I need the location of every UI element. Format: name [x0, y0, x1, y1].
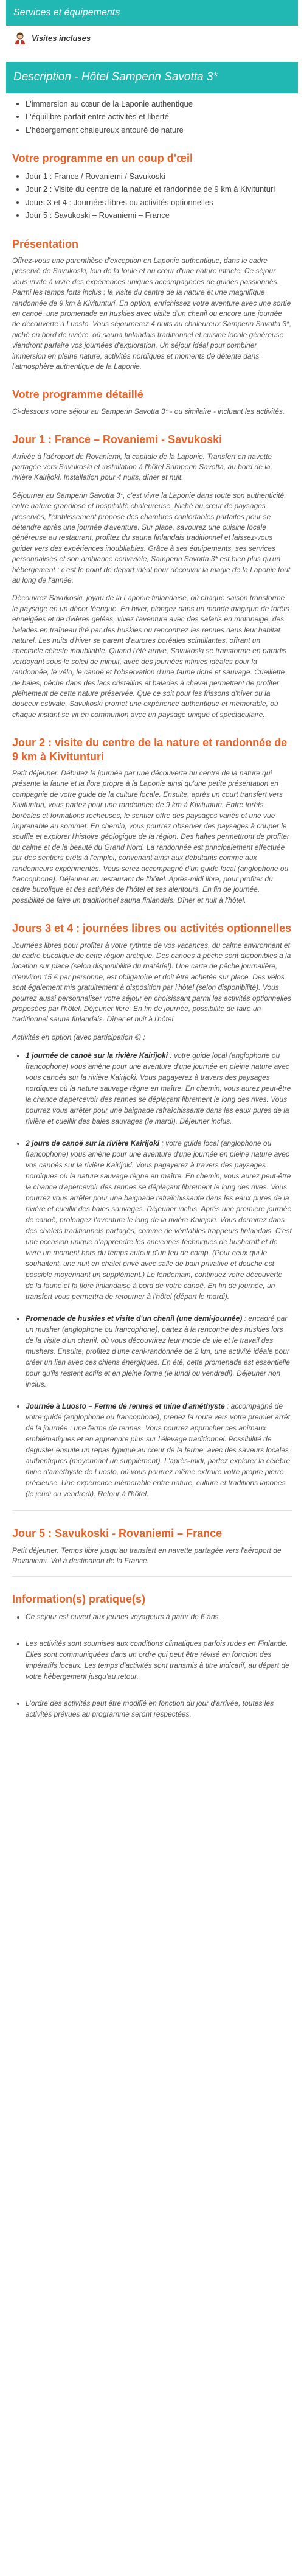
- list-item: [26, 1138, 292, 1302]
- list-item: • L'hébergement chaleureux entouré de nature: [26, 124, 298, 136]
- divider: [12, 1510, 292, 1511]
- services-label: Visites incluses: [32, 33, 91, 43]
- section-heading-day34: Jours 3 et 4 : journées libres ou activités optionnelles: [12, 922, 292, 935]
- list-item: • Jour 5 : Savukoski – Rovaniemi – France: [26, 209, 298, 222]
- services-row: [6, 26, 298, 51]
- activity-text: : encadré par un musher (anglophone ou francophone), partez à la rencontre des huskies lors de la visite d'un chenil, où vous découvrirez leur mode de vie et le travail des mushers. Ensuite, profitez d'une ceni-randonnée de 2 km, une activité idéale pour créer un lien avec ces chiens énergiques. En été, cette promenade est essentielle pour qu'ils restent actifs et en pleine forme (le lundi ou vendredi). Déjeuner non inclus.: [26, 1314, 290, 1389]
- list-item: • Jour 2 : Visite du centre de la nature et randonnée de 9 km à Kivitunturi: [26, 183, 298, 195]
- day34-paragraph: Journées libres pour profiter à votre rythme de vos vacances, du calme environnant et du cadre bucolique de cette région arctique. Des canoes à pêche sont disponibles à la location sur place (selon disponibilité du matériel). Une carte de pêche journalière, d'environ 15 € par personne, est obligatoire et doit être achetée sur place. Des vélos sont également mis gratuitement à disposition par l'hôtel (selon disponibilité). Vous pourrez aussi personnaliser votre séjour en choisissant parmi les activités optionnelles proposées par l'hôtel. Déjeuner libre. En fin de journée, possibilité de faire un traditionnel sauna finlandais. Dîner et nuit à l'hôtel.: [12, 940, 291, 1024]
- list-item: [26, 1313, 292, 1390]
- day1-paragraph-2: Séjourner au Samperin Savotta 3*, c'est vivre la Laponie dans toute son authenticité, entre nature grandiose et hospitalité chaleureuse. Niché au cœur de paysages préservés, l'établissement propose des chambres confortables parfaites pour se détendre après une journée d'aventure. Sur place, savourez une cuisine locale généreuse au restaurant, profitez du sauna finlandais traditionnel et laissez-vous guider vers des expériences inoubliables. Grâce à ses équipements, ses services personnalisés et son ambiance conviviale, Samperin Savotta 3* est bien plus qu'un hébergement : c'est le point de départ idéal pour découvrir la magie de la Laponie tout au long de l'année.: [12, 491, 291, 584]
- activity-title: 2 jours de canoë sur la rivière Kairijoki: [26, 1139, 160, 1148]
- day1-paragraph-1: Arrivée à l'aéroport de Rovaniemi, la capitale de la Laponie. Transfert en navette partagée vers Savukoski et installation à l'hôtel Samperin Savotta, au bord de la rivière Kairijoki. Installation pour 4 nuits, dîner et nuit.: [12, 452, 272, 482]
- section-heading-day2: Jour 2 : visite du centre de la nature et randonnée de 9 km à Kivitunturi: [12, 737, 288, 763]
- activity-text: : votre guide local (anglophone ou francophone) vous amène pour une aventure d'une journée en pleine nature avec vos canoés sur la rivière Kairijoki. Vous pagayerez à travers des paysages nordiques où la nature sauvage règne en maître. En chemin, vous aurez peut-être la chance d'apercevoir des rennes se déplaçant librement le long des rives. Vous pourrez vous arrêter pour une baignade rafraîchissante dans les eaux pures de la rivière et cueillir des baies sauvages. Déjeuner inclus. Après une première journée de canoë, prolongez l'aventure le long de la rivière Kairijoki. Vous dormirez dans des chalets traditionnels partagés, comme de véritables trappeurs finlandais. C'est une occasion unique d'apprendre les anciennes techniques de bushcraft et de vivre un moment hors du temps autour d'un feu de camp. (Pour ceux qui le souhaitent, une nuit en chalet privé avec salle de bain privative et douche est possible moyennant un supplément.) Le lendemain, continuez votre découverte de la faune et la flore finlandaise à bord de votre canoë. En fin de journée, un transfert vous permettra de retourner à l'hôtel (départ le mardi).: [26, 1139, 292, 1301]
- page: [6, 0, 298, 1741]
- description-bullets: [6, 98, 298, 136]
- activities-list: [12, 1050, 292, 1499]
- list-item: • Les activités sont soumises aux conditions climatiques parfois rudes en Finlande. Elles sont communiquées dans un ordre qui peut être révisé en fonction des impératifs locaux. Les temps d'activités sont transmis à titre indicatif, au départ de votre hébergement jusqu'au retour.: [26, 1638, 292, 1682]
- section-heading-detail: Votre programme détaillé: [12, 388, 143, 401]
- day2-paragraph: Petit déjeuner. Débutez la journée par une découverte du centre de la nature qui présente la faune et la flore propre à la Laponie ainsi qu'une petite présentation en compagnie de votre guide de la culture locale. Ensuite, après un court transfert vers Kivitunturi, vous partez pour une randonnée de 9 km à Kivitunturi. Entre forêts boréales et formations rocheuses, le sentier offre des paysages variés et une vue imprenable au sommet. En chemin, vous pourrez observer des paysages à couper le souffle et explorer l'histoire géologique de la région. Des haltes permettront de profiter du calme et de la beauté du Grand Nord. La randonnée est principalement effectuée sur des sentiers prêts à l'emploi, convenant ainsi aux débutants comme aux randonneurs expérimentés. Vous serez accompagné d'un guide local (anglophone ou francophone). Déjeuner au restaurant de l'hôtel. Après-midi libre, pour profiter du cadre bucolique et des activités de l'hôtel et ses alentours. En fin de journée, possibilité de faire un traditionnel sauna finlandais. Dîner et nuit à l'hôtel.: [12, 769, 289, 905]
- list-item: [26, 1050, 292, 1127]
- list-item: • L'immersion au cœur de la Laponie authentique: [26, 98, 298, 110]
- description-header: Description - Hôtel Samperin Savotta 3*: [6, 62, 298, 93]
- activity-title: Journée à Luosto – Ferme de rennes et mine d'améthyste: [26, 1402, 225, 1411]
- bottom-spacer: [6, 1735, 298, 1741]
- section-heading-day5: Jour 5 : Savukoski - Rovaniemi – France: [12, 1527, 223, 1540]
- services-header: Services et équipements: [6, 0, 298, 26]
- divider: [12, 1576, 292, 1577]
- activity-title: 1 journée de canoë sur la rivière Kairijoki: [26, 1051, 168, 1060]
- activity-text: : accompagné de votre guide (anglophone ou francophone), prenez la route vers votre premier arrêt de la journée : une ferme de rennes. Vous pourrez approcher ces animaux emblématiques et en apprendre plus sur l'élevage traditionnel. Possibilité de déguster ensuite un repas typique au cœur de la ferme, avec des saveurs locales authentiques (moyennant un supplément). L'après-midi, partez explorer la célèbre mine d'améthyste de Luosto, où vous pourrez même extraire votre propre pierre précieuse. Une expérience mémorable entre nature, culture et traditions lapones (le jeudi ou vendredi). Retour à l'hôtel.: [26, 1402, 291, 1499]
- person-icon: [13, 32, 27, 45]
- list-item: • Jour 1 : France / Rovaniemi / Savukoski: [26, 170, 298, 183]
- options-intro: Activités en option (avec participation €) :: [12, 1032, 145, 1041]
- list-item: • Jours 3 et 4 : Journées libres ou activités optionnelles: [26, 197, 298, 209]
- summary-list: [6, 170, 298, 222]
- section-heading-day1: Jour 1 : France – Rovaniemi - Savukoski: [12, 433, 223, 446]
- day5-paragraph: Petit déjeuner. Temps libre jusqu'au transfert en navette partagée vers l'aéroport de Rovaniemi. Vol à destination de la France.: [12, 1545, 282, 1566]
- day1-paragraph-3: Découvrez Savukoski, joyau de la Laponie finlandaise, où chaque saison transforme le paysage en un décor féerique. En hiver, plongez dans un monde magique de forêts enneigées et de rivières gelées, vivez l'aventure avec des safaris en motoneige, des balades en traîneau tiré par des huskies ou rencontrez les rennes dans leur habitat naturel. Les nuits d'hiver se parent d'aurores boréales scintillantes, offrant un spectacle céleste inoubliable. Quand l'été arrive, Savukoski se transforme en paradis verdoyant sous le soleil de minuit, avec des journées infinies idéales pour la randonnée, le vélo, le canoë et l'observation d'une faune riche et sauvage. Cueillette de baies, pêche dans des lacs cristallins et balades à cheval permettent de profiter pleinement de cette nature préservée. Que ce soit pour les frissons d'hiver ou la douceur estivale, Savukoski promet une expérience authentique et mémorable, où chaque instant se vit en communion avec un paysage unique et spectaculaire.: [12, 593, 289, 719]
- section-heading-info: Information(s) pratique(s): [12, 1593, 145, 1606]
- section-heading-presentation: Présentation: [12, 237, 79, 250]
- list-item: • Ce séjour est ouvert aux jeunes voyageurs à partir de 6 ans.: [26, 1611, 292, 1622]
- detail-intro: Ci-dessous votre séjour au Samperin Savotta 3* - ou similaire - incluant les activités.: [12, 407, 285, 416]
- list-item: • L'ordre des activités peut être modifié en fonction du jour d'arrivée, toutes les activités prévues au programme seront respectées.: [26, 1698, 292, 1720]
- list-item: [26, 1401, 292, 1499]
- info-list: [12, 1611, 292, 1720]
- section-heading-summary: Votre programme en un coup d'œil: [12, 152, 193, 164]
- activity-text: : votre guide local (anglophone ou francophone) vous amène pour une aventure d'une journée en pleine nature avec vous canoés sur la rivière Kairijoki. Vous pagayerez à travers des paysages nordiques où la nature sauvage règne en maître. En chemin, vous aurez peut-être la chance d'apercevoir des rennes se déplaçant librement le long des rives. Vous pourrez vous arrêter pour une baignade rafraîchissante dans les eaux pures de la rivière et cueillir des baies sauvages (le mardi). Déjeuner inclus.: [26, 1051, 291, 1126]
- activity-title: Promenade de huskies et visite d'un chenil (une demi-journée): [26, 1314, 243, 1323]
- presentation-paragraph: Offrez-vous une parenthèse d'exception en Laponie authentique, dans le cadre préservé de Savukoski, loin de la foule et au cœur d'une nature intacte. Ce séjour vous invite à vivre des expériences uniques accompagnées de guides passionnés. Parmi les temps forts inclus : la visite du centre de la nature et une magnifique randonnée de 9 km à Kivitunturi. En option, enrichissez votre aventure avec une sortie en canoë, une promenade en huskies avec visite d'un chenil ou encore une journée de découverte à Luosto. Vous séjournerez 4 nuits au chaleureux Samperin Savotta 3*, niché en bord de rivière, où sauna finlandais traditionnel et cuisine locale généreuse viendront parfaire vos journées d'exploration. Un séjour idéal pour combiner immersion en pleine nature, activités nordiques et moments de détente dans l'atmosphère authentique de la Laponie.: [12, 256, 292, 371]
- list-item: • L'équilibre parfait entre activités et liberté: [26, 111, 298, 123]
